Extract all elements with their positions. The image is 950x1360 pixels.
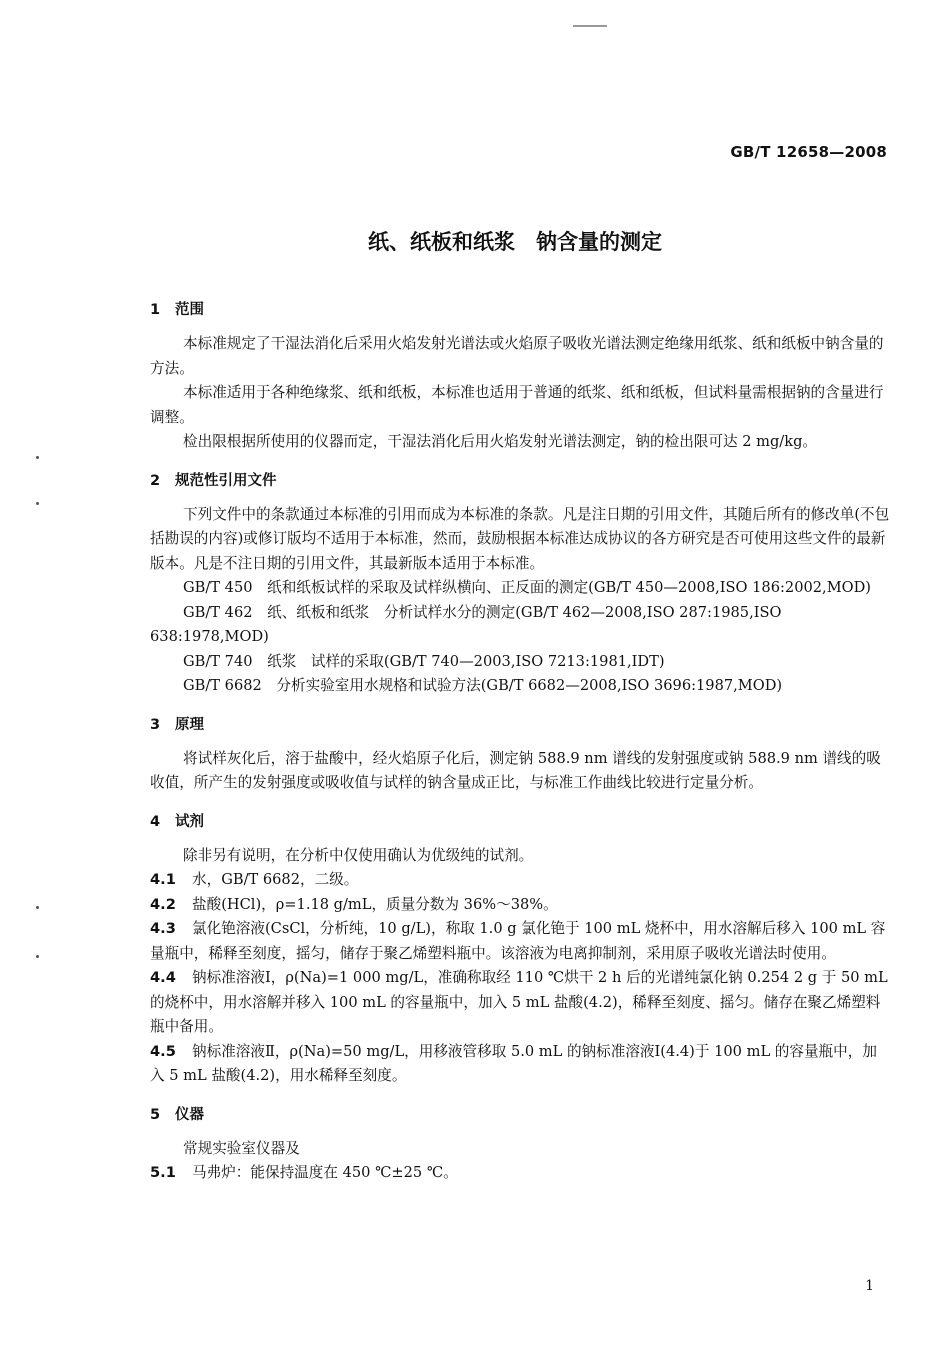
clause-number: 4.2 — [150, 895, 176, 913]
reference-item: GB/T 462 纸、纸板和纸浆 分析试样水分的测定(GB/T 462—2008,ISO 287:1985,ISO 638:1978,MOD) — [150, 603, 782, 645]
scan-mark — [573, 25, 607, 27]
scan-speck — [36, 502, 39, 505]
section-heading — [150, 1103, 890, 1124]
clause-text: 钠标准溶液Ⅰ，ρ(Na)=1 000 mg/L，准确称取经 110 ℃烘干 2 h 后的光谱纯氯化钠 0.254 2 g 于 50 mL 的烧杯中，用水溶解并移入 100 mL 的容量瓶中，加入 5 mL 盐酸(4.2)，稀释至刻度、摇匀。储存在聚乙烯塑料瓶中备用。 — [150, 969, 888, 1035]
document-title: 纸、纸板和纸浆 钠含量的测定 — [368, 230, 662, 254]
section-heading — [150, 810, 890, 831]
paragraph: 检出限根据所使用的仪器而定，干湿法消化后用火焰发射光谱法测定，钠的检出限可达 2 mg/kg。 — [183, 433, 818, 450]
paragraph: 本标准规定了干湿法消化后采用火焰发射光谱法或火焰原子吸收光谱法测定绝缘用纸浆、纸和纸板中钠含量的方法。 — [150, 335, 884, 377]
clause-item — [150, 1040, 890, 1089]
clause-text: 水，GB/T 6682，二级。 — [192, 871, 359, 888]
clause-item — [150, 868, 890, 893]
clause-item — [150, 917, 890, 966]
document-body — [150, 298, 890, 1186]
clause-number: 4.1 — [150, 871, 176, 888]
section-title: 仪器 — [175, 1106, 204, 1123]
section-title: 范围 — [175, 302, 204, 318]
section-title: 试剂 — [175, 813, 204, 830]
clause-number: 4.5 — [150, 1042, 176, 1060]
clause-text: 马弗炉：能保持温度在 450 ℃±25 ℃。 — [192, 1164, 458, 1181]
section-heading — [150, 469, 890, 490]
section-heading — [150, 713, 890, 734]
section-title: 规范性引用文件 — [175, 472, 277, 489]
clause-number: 4.3 — [150, 920, 176, 937]
section-number: 5 — [150, 1106, 161, 1123]
section-number: 3 — [150, 716, 161, 733]
paragraph: 下列文件中的条款通过本标准的引用而成为本标准的条款。凡是注日期的引用文件，其随后所有的修改单(不包括勘误的内容)或修订版均不适用于本标准，然而，鼓励根据本标准达成协议的各方研究是否可使用这些文件的最新版本。凡是不注日期的引用文件，其最新版本适用于本标准。 — [150, 505, 890, 572]
paragraph: 常规实验室仪器及 — [183, 1139, 300, 1157]
reference-item: GB/T 6682 分析实验室用水规格和试验方法(GB/T 6682—2008,ISO 3696:1987,MOD) — [183, 677, 783, 694]
clause-text: 钠标准溶液Ⅱ，ρ(Na)=50 mg/L，用移液管移取 5.0 mL 的钠标准溶液Ⅰ(4.4)于 100 mL 的容量瓶中，加入 5 mL 盐酸(4.2)，用水稀释至刻度。 — [150, 1042, 877, 1084]
clause-text: 氯化铯溶液(CsCl，分析纯，10 g/L)，称取 1.0 g 氯化铯于 100 mL 烧杯中，用水溶解后移入 100 mL 容量瓶中，稀释至刻度，摇匀，储存于聚乙烯塑料瓶中。该溶液为电离抑制剂，采用原子吸收光谱法时使用。 — [150, 920, 886, 962]
standard-number: GB/T 12658—2008 — [730, 143, 887, 161]
page-number: 1 — [865, 1278, 874, 1294]
reference-item: GB/T 740 纸浆 试样的采取(GB/T 740—2003,ISO 7213:1981,IDT) — [183, 652, 665, 670]
scan-speck — [36, 456, 39, 459]
reference-item: GB/T 450 纸和纸板试样的采取及试样纵横向、正反面的测定(GB/T 450—2008,ISO 186:2002,MOD) — [183, 579, 871, 596]
clause-item — [150, 1161, 890, 1186]
paragraph: 除非另有说明，在分析中仅使用确认为优级纯的试剂。 — [183, 846, 534, 864]
scan-speck — [36, 955, 39, 958]
clause-text: 盐酸(HCl)，ρ=1.18 g/mL，质量分数为 36%～38%。 — [192, 895, 558, 913]
section-heading — [150, 298, 890, 319]
paragraph: 将试样灰化后，溶于盐酸中，经火焰原子化后，测定钠 588.9 nm 谱线的发射强度或钠 588.9 nm 谱线的吸收值，所产生的发射强度或吸收值与试样的钠含量成正比，与标准工作曲线比较进行定量分析。 — [150, 749, 881, 791]
clause-number: 4.4 — [150, 969, 176, 986]
paragraph: 本标准适用于各种绝缘浆、纸和纸板，本标准也适用于普通的纸浆、纸和纸板，但试料量需根据钠的含量进行调整。 — [150, 384, 884, 426]
section-number: 4 — [150, 813, 161, 830]
section-title: 原理 — [175, 716, 204, 733]
section-number: 2 — [150, 472, 161, 489]
clause-item — [150, 893, 890, 918]
section-number: 1 — [150, 302, 161, 318]
clause-number: 5.1 — [150, 1164, 176, 1181]
clause-item — [150, 966, 890, 1040]
scan-speck — [36, 906, 39, 909]
